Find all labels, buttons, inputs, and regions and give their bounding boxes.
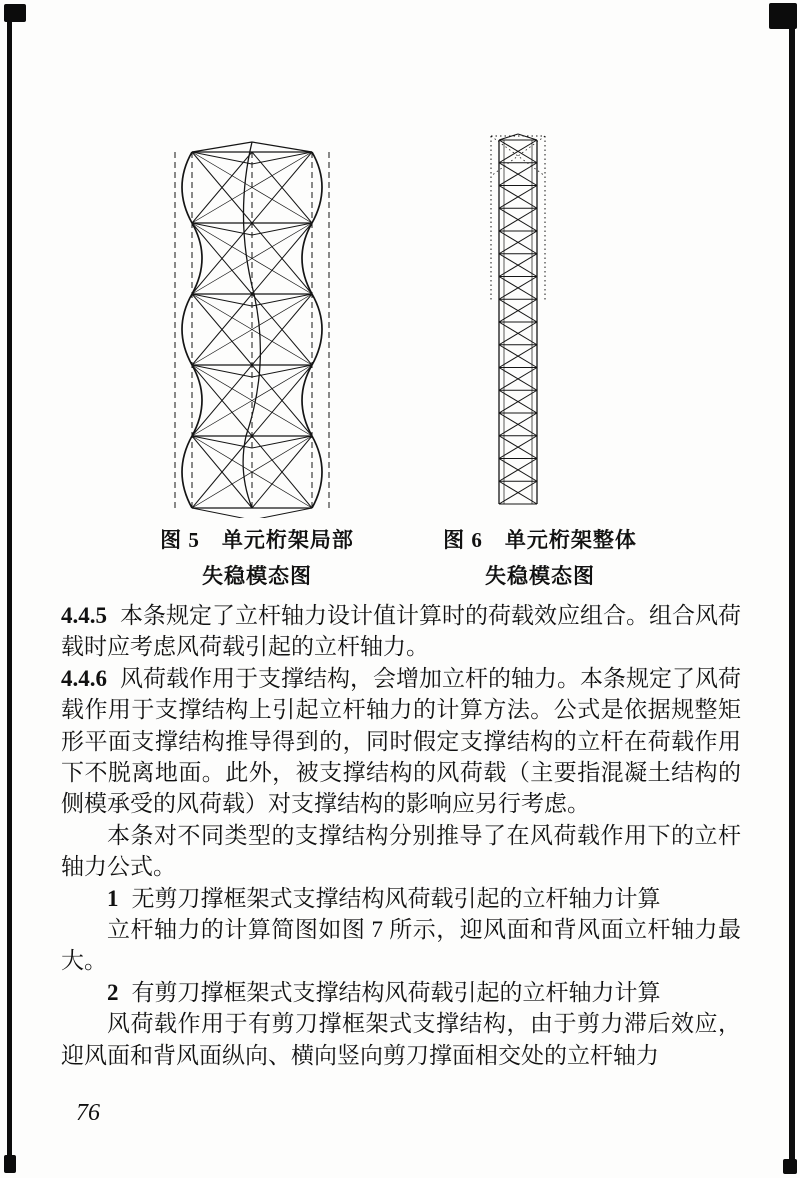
figure-5-caption-line1: 图 5 单元桁架局部 — [160, 528, 354, 552]
item-number: 2 — [107, 979, 119, 1005]
item-number: 1 — [107, 885, 119, 911]
clause-4-4-5 — [61, 600, 741, 663]
figure-5 — [146, 138, 358, 518]
figure-5-truss-buckling-drawing — [146, 138, 358, 518]
clause-text: 本条规定了立杆轴力设计值计算时的荷载效应组合。组合风荷载时应考虑风荷载引起的立杆轴力。 — [61, 603, 741, 660]
paragraph — [61, 1008, 741, 1071]
item-text: 有剪刀撑框架式支撑结构风荷载引起的立杆轴力计算 — [131, 979, 661, 1005]
list-item-2 — [61, 977, 741, 1008]
paragraph — [61, 820, 741, 883]
clause-4-4-6 — [61, 663, 741, 820]
page-number: 76 — [76, 1100, 100, 1126]
figure-6-truss-tower-drawing — [482, 132, 554, 512]
paragraph-text: 本条对不同类型的支撑结构分别推导了在风荷载作用下的立杆轴力公式。 — [61, 822, 741, 880]
clause-text: 风荷载作用于支撑结构，会增加立杆的轴力。本条规定了风荷载作用于支撑结构上引起立杆轴力的计算方法。公式是依据规整矩形平面支撑结构推导得到的，同时假定支撑结构的立杆在荷载作用下不脱离地面。此外，被支撑结构的风荷载（主要指混凝土结构的侧模承受的风荷载）对支撑结构的影响应另行考虑。 — [61, 665, 741, 817]
figure-6 — [482, 132, 554, 512]
body-text — [61, 600, 741, 1071]
list-item-1 — [61, 883, 741, 914]
scan-mark-bottom-right — [783, 1159, 797, 1174]
scan-edge-left — [7, 12, 12, 1168]
clause-number: 4.4.6 — [61, 665, 107, 691]
scan-mark-top-left — [4, 4, 26, 22]
clause-number: 4.4.5 — [61, 603, 107, 628]
figure-5-caption — [138, 522, 376, 594]
paragraph-text: 立杆轴力的计算简图如图 7 所示，迎风面和背风面立杆轴力最大。 — [61, 917, 741, 974]
paragraph-text: 风荷载作用于有剪刀撑框架式支撑结构，由于剪力滞后效应，迎风面和背风面纵向、横向竖向剪刀撑面相交处的立杆轴力 — [61, 1011, 741, 1068]
paragraph — [61, 914, 741, 977]
item-text: 无剪刀撑框架式支撑结构风荷载引起的立杆轴力计算 — [131, 885, 661, 911]
figure-5-caption-line2: 失稳模态图 — [202, 564, 312, 588]
figure-6-caption-line1: 图 6 单元桁架整体 — [443, 528, 637, 552]
figure-6-caption-line2: 失稳模态图 — [485, 564, 595, 588]
scan-mark-top-right — [769, 3, 797, 29]
scan-mark-bottom-left — [4, 1155, 16, 1173]
scan-edge-right — [789, 6, 795, 1170]
figure-6-caption — [418, 522, 662, 594]
